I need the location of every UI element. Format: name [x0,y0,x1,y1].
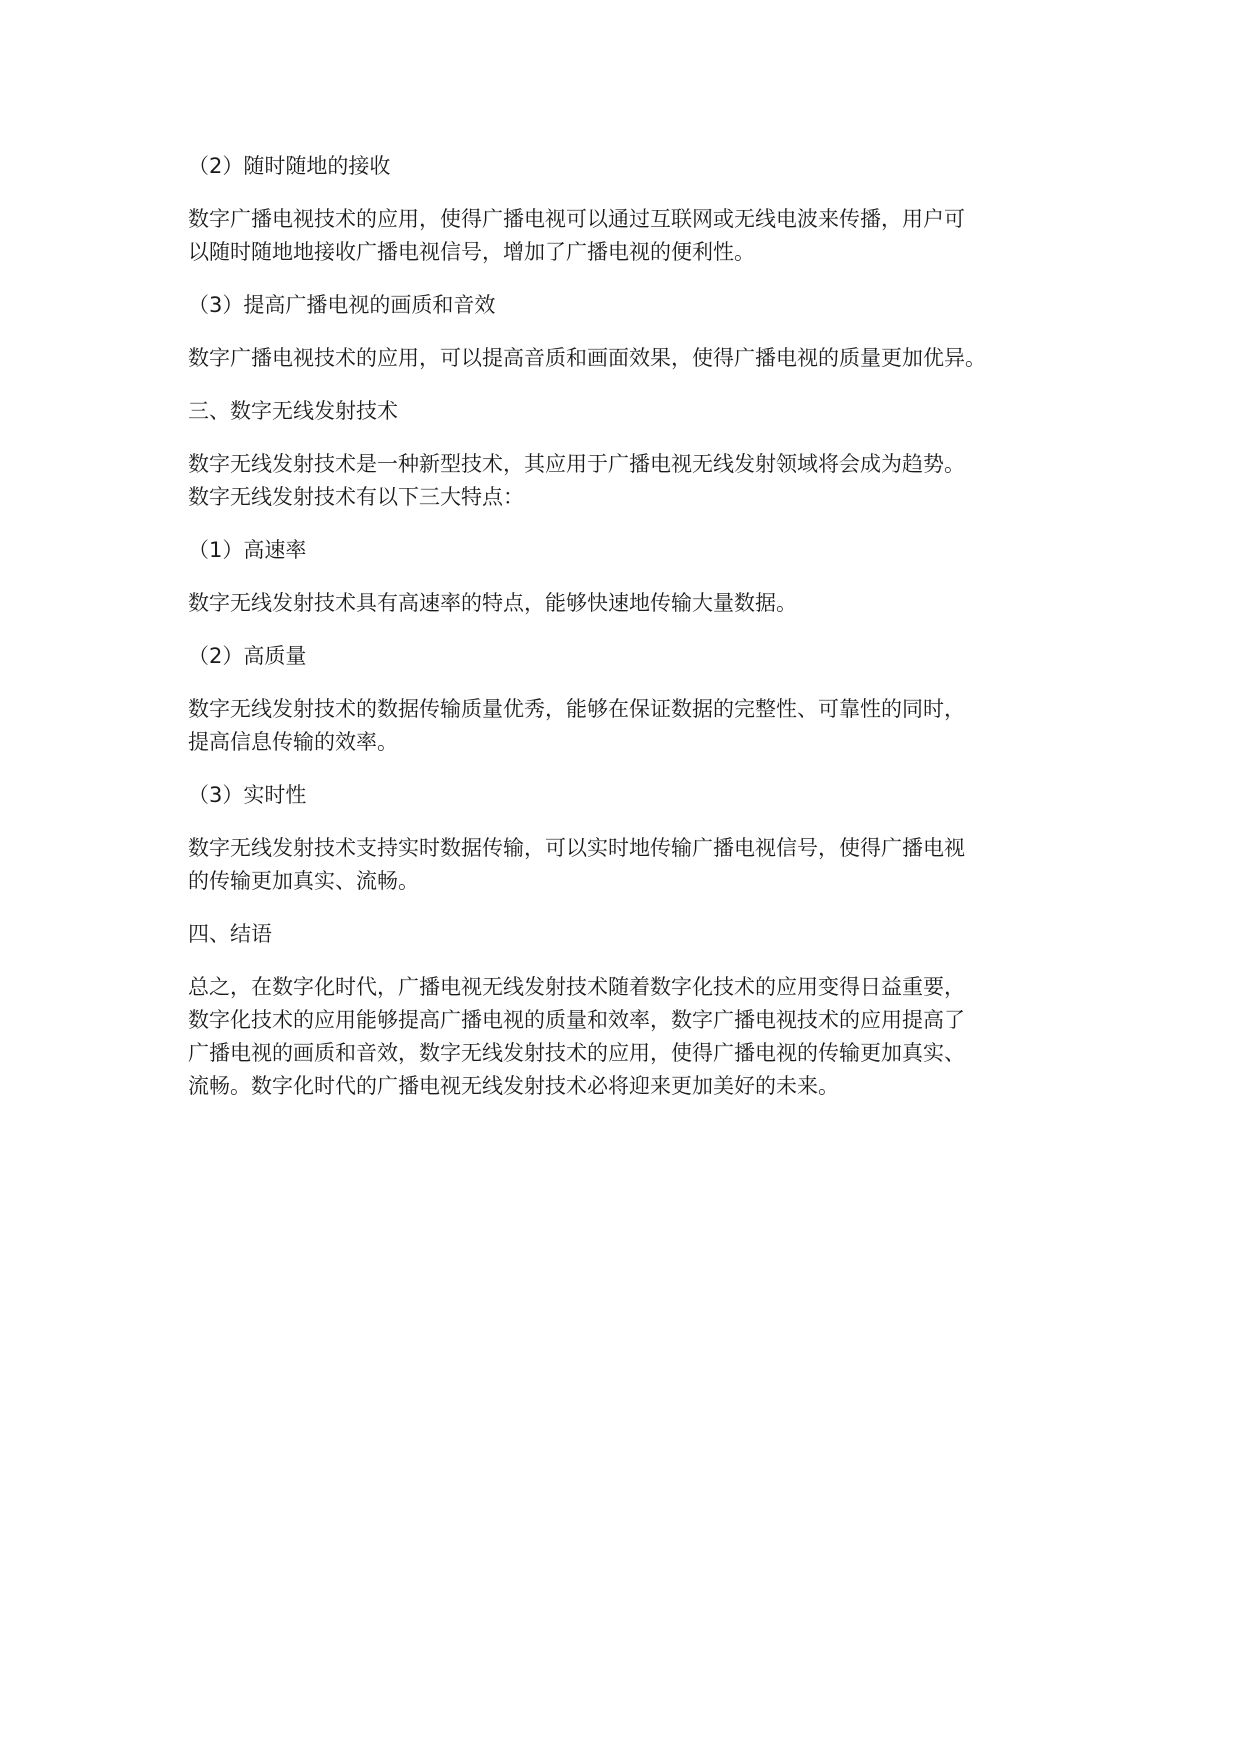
paragraph-line: 数字无线发射技术有以下三大特点： [188,485,524,509]
paragraph-line: 数字无线发射技术支持实时数据传输，可以实时地传输广播电视信号，使得广播电视 [188,836,965,860]
paragraph-line: 数字无线发射技术的数据传输质量优秀，能够在保证数据的完整性、可靠性的同时， [188,697,965,721]
paragraph [188,342,1088,375]
heading-text: （2）高质量 [188,644,307,668]
heading-text: （2）随时随地的接收 [188,154,391,178]
paragraph [188,971,1088,1103]
paragraph-line: 流畅。数字化时代的广播电视无线发射技术必将迎来更加美好的未来。 [188,1074,839,1098]
section-heading [188,534,1088,567]
paragraph-line: 数字无线发射技术具有高速率的特点，能够快速地传输大量数据。 [188,591,797,615]
paragraph-line: 提高信息传输的效率。 [188,730,398,754]
paragraph-line: 数字无线发射技术是一种新型技术，其应用于广播电视无线发射领域将会成为趋势。 [188,452,965,476]
paragraph-line: 数字化技术的应用能够提高广播电视的质量和效率，数字广播电视技术的应用提高了 [188,1008,965,1032]
paragraph-line: 的传输更加真实、流畅。 [188,869,419,893]
paragraph [188,203,1088,269]
paragraph [188,587,1088,620]
document-body [188,150,1088,1123]
paragraph [188,448,1088,514]
section-heading [188,150,1088,183]
paragraph-line: 广播电视的画质和音效，数字无线发射技术的应用，使得广播电视的传输更加真实、 [188,1041,965,1065]
heading-text: 三、数字无线发射技术 [188,399,398,423]
paragraph [188,832,1088,898]
paragraph-line: 以随时随地地接收广播电视信号，增加了广播电视的便利性。 [188,240,755,264]
section-heading [188,918,1088,951]
heading-text: 四、结语 [188,922,272,946]
paragraph [188,693,1088,759]
heading-text: （1）高速率 [188,538,307,562]
paragraph-line: 数字广播电视技术的应用，可以提高音质和画面效果，使得广播电视的质量更加优异。 [188,346,986,370]
heading-text: （3）实时性 [188,783,307,807]
section-heading [188,289,1088,322]
section-heading [188,779,1088,812]
section-heading [188,640,1088,673]
section-heading [188,395,1088,428]
heading-text: （3）提高广播电视的画质和音效 [188,293,496,317]
paragraph-line: 数字广播电视技术的应用，使得广播电视可以通过互联网或无线电波来传播，用户可 [188,207,965,231]
paragraph-line: 总之，在数字化时代，广播电视无线发射技术随着数字化技术的应用变得日益重要， [188,975,965,999]
